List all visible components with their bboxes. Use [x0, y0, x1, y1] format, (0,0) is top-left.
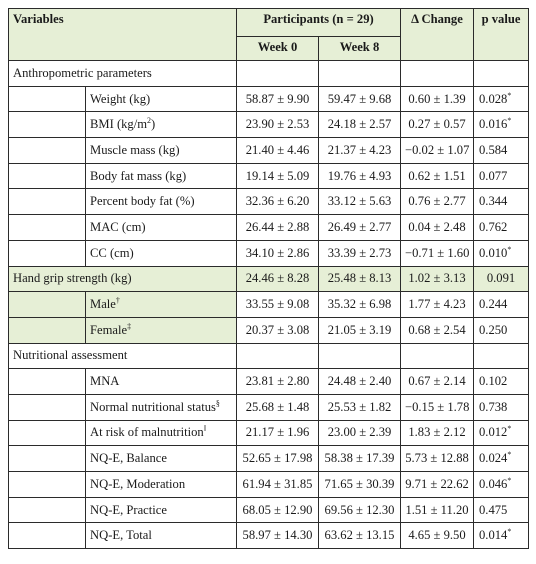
header-pvalue: p value: [474, 9, 529, 61]
cell-pvalue-text: 0.475: [479, 502, 508, 517]
cell-week8: [319, 317, 401, 343]
cell-change: [401, 163, 474, 189]
row-label: [86, 189, 237, 215]
cell-pvalue-text: 0.102: [479, 374, 508, 389]
cell-week0: [237, 86, 319, 112]
table-row: [9, 420, 529, 446]
cell-week0-text: 23.81 ± 2.80: [245, 374, 310, 389]
empty-cell: [237, 343, 319, 369]
row-label: [86, 163, 237, 189]
table-row: [9, 472, 529, 498]
cell-pvalue-sup: *: [507, 90, 512, 100]
cell-week0-text: 58.87 ± 9.90: [245, 91, 310, 106]
cell-week0: [237, 240, 319, 266]
cell-week8: [319, 394, 401, 420]
cell-week8: [319, 292, 401, 318]
cell-week8-text: 26.49 ± 2.77: [327, 219, 392, 234]
table-row: [9, 292, 529, 318]
cell-week0: [237, 189, 319, 215]
cell-week0: [237, 112, 319, 138]
cell-pvalue: [474, 523, 529, 549]
cell-pvalue-text: 0.244: [479, 297, 508, 312]
cell-pvalue-sup: *: [507, 424, 512, 434]
cell-change-text: 1.02 ± 3.13: [408, 271, 466, 286]
cell-pvalue: [474, 240, 529, 266]
table-row: [9, 215, 529, 241]
cell-week0: [237, 472, 319, 498]
section-row: [9, 343, 529, 369]
cell-change: [401, 446, 474, 472]
row-label-text: CC (cm): [90, 245, 134, 260]
header-week0: Week 0: [237, 37, 319, 61]
indent-cell: [9, 215, 86, 241]
cell-week8: [319, 446, 401, 472]
row-label-text: Weight (kg): [90, 91, 151, 106]
cell-change: [401, 420, 474, 446]
row-label: [86, 112, 237, 138]
cell-pvalue: [474, 86, 529, 112]
cell-pvalue-sup: *: [507, 244, 512, 254]
cell-week8: [319, 163, 401, 189]
cell-pvalue: [474, 472, 529, 498]
table-row: [9, 369, 529, 395]
cell-week8-text: 33.39 ± 2.73: [327, 245, 392, 260]
cell-pvalue-text: 0.077: [479, 168, 508, 183]
cell-change-text: 9.71 ± 22.62: [405, 476, 469, 491]
cell-pvalue: [474, 266, 529, 292]
cell-week8: [319, 112, 401, 138]
cell-pvalue: [474, 112, 529, 138]
section-title-text: Anthropometric parameters: [13, 65, 152, 80]
results-table: [8, 8, 529, 549]
cell-change-text: 0.67 ± 2.14: [408, 374, 466, 389]
cell-change: [401, 292, 474, 318]
cell-pvalue-text: 0.024: [479, 451, 508, 466]
cell-pvalue: [474, 420, 529, 446]
row-label-text: Female: [90, 322, 128, 337]
table-row: [9, 138, 529, 164]
cell-week0-text: 68.05 ± 12.90: [242, 502, 313, 517]
row-label: [86, 138, 237, 164]
row-label: [86, 292, 237, 318]
cell-week8-text: 69.56 ± 12.30: [324, 502, 395, 517]
row-label-text: BMI (kg/m: [90, 117, 148, 132]
cell-pvalue-text: 0.762: [479, 219, 508, 234]
table-row: [9, 497, 529, 523]
cell-pvalue-text: 0.010: [479, 245, 508, 260]
cell-week0-text: 61.94 ± 31.85: [242, 476, 313, 491]
row-label-sup: 2: [147, 116, 152, 126]
cell-week0-text: 25.68 ± 1.48: [245, 399, 310, 414]
cell-pvalue: [474, 138, 529, 164]
cell-week0-text: 19.14 ± 5.09: [245, 168, 310, 183]
indent-cell: [9, 394, 86, 420]
cell-week0: [237, 369, 319, 395]
cell-week8: [319, 266, 401, 292]
cell-change: [401, 138, 474, 164]
indent-cell: [9, 112, 86, 138]
empty-cell: [474, 343, 529, 369]
cell-pvalue: [474, 497, 529, 523]
indent-cell: [9, 523, 86, 549]
row-label-text: NQ-E, Total: [90, 528, 152, 543]
cell-week0-text: 33.55 ± 9.08: [245, 297, 310, 312]
header-week8: Week 8: [319, 37, 401, 61]
cell-week8-text: 25.53 ± 1.82: [327, 399, 392, 414]
cell-week0-text: 21.40 ± 4.46: [245, 142, 310, 157]
cell-pvalue-text: 0.028: [479, 91, 508, 106]
table-row: [9, 112, 529, 138]
cell-change-text: −0.15 ± 1.78: [405, 399, 470, 414]
row-label-text: At risk of malnutrition: [90, 425, 204, 440]
table-row: [9, 394, 529, 420]
cell-change-text: 1.77 ± 4.23: [408, 297, 466, 312]
row-label-sup: ‖: [203, 424, 206, 434]
section-row: [9, 61, 529, 87]
cell-change-text: 5.73 ± 12.88: [405, 451, 469, 466]
table-row: [9, 523, 529, 549]
indent-cell: [9, 189, 86, 215]
indent-cell: [9, 420, 86, 446]
empty-cell: [319, 61, 401, 87]
cell-pvalue: [474, 215, 529, 241]
indent-cell: [9, 369, 86, 395]
cell-week8-text: 71.65 ± 30.39: [324, 476, 395, 491]
section-title: [9, 61, 237, 87]
cell-week8-text: 35.32 ± 6.98: [327, 297, 392, 312]
cell-pvalue: [474, 317, 529, 343]
cell-week8-text: 21.37 ± 4.23: [327, 142, 392, 157]
cell-week8-text: 21.05 ± 3.19: [327, 322, 392, 337]
cell-pvalue-text: 0.016: [479, 117, 508, 132]
cell-week0: [237, 317, 319, 343]
cell-week8-text: 24.18 ± 2.57: [327, 117, 392, 132]
cell-week0: [237, 523, 319, 549]
cell-week8: [319, 86, 401, 112]
cell-change-text: 0.68 ± 2.54: [408, 322, 466, 337]
cell-week0: [237, 138, 319, 164]
cell-week0-text: 58.97 ± 14.30: [242, 528, 313, 543]
row-label-text: Muscle mass (kg): [90, 142, 180, 157]
row-label-sup: §: [215, 398, 220, 408]
cell-change: [401, 112, 474, 138]
cell-change-text: 1.51 ± 11.20: [405, 502, 469, 517]
indent-cell: [9, 317, 86, 343]
cell-week0: [237, 420, 319, 446]
cell-week8: [319, 189, 401, 215]
cell-week8-text: 23.00 ± 2.39: [327, 425, 392, 440]
row-label-text: Body fat mass (kg): [90, 168, 187, 183]
empty-cell: [237, 61, 319, 87]
cell-week8-text: 19.76 ± 4.93: [327, 168, 392, 183]
cell-week8-text: 33.12 ± 5.63: [327, 194, 392, 209]
cell-change-text: 4.65 ± 9.50: [408, 528, 466, 543]
table-row: [9, 189, 529, 215]
row-label-text: Percent body fat (%): [90, 194, 195, 209]
cell-pvalue-text: 0.738: [479, 399, 508, 414]
cell-week8-text: 59.47 ± 9.68: [327, 91, 392, 106]
cell-week0-text: 20.37 ± 3.08: [245, 322, 310, 337]
cell-week8-text: 24.48 ± 2.40: [327, 374, 392, 389]
cell-change: [401, 266, 474, 292]
cell-change-text: −0.71 ± 1.60: [405, 245, 470, 260]
cell-change-text: 0.76 ± 2.77: [408, 194, 466, 209]
cell-week8: [319, 369, 401, 395]
cell-pvalue-text: 0.091: [486, 271, 516, 286]
indent-cell: [9, 86, 86, 112]
cell-change: [401, 523, 474, 549]
row-label: [86, 215, 237, 241]
section-title: [9, 266, 237, 292]
cell-pvalue: [474, 189, 529, 215]
row-label-text: Male: [90, 297, 116, 312]
empty-cell: [319, 343, 401, 369]
cell-change: [401, 240, 474, 266]
cell-week0: [237, 163, 319, 189]
cell-week0: [237, 266, 319, 292]
indent-cell: [9, 497, 86, 523]
cell-week0: [237, 215, 319, 241]
cell-pvalue-sup: *: [507, 116, 512, 126]
row-label: [86, 86, 237, 112]
cell-week0: [237, 446, 319, 472]
cell-week0: [237, 497, 319, 523]
cell-week8: [319, 523, 401, 549]
cell-change: [401, 215, 474, 241]
row-label: [86, 369, 237, 395]
row-label: [86, 394, 237, 420]
indent-cell: [9, 446, 86, 472]
section-row: [9, 266, 529, 292]
row-label-text: NQ-E, Practice: [90, 502, 167, 517]
cell-week8: [319, 497, 401, 523]
table-row: [9, 317, 529, 343]
header-variables: Variables: [9, 9, 237, 61]
indent-cell: [9, 292, 86, 318]
cell-pvalue: [474, 292, 529, 318]
cell-change-text: 0.27 ± 0.57: [408, 117, 466, 132]
cell-change: [401, 472, 474, 498]
cell-pvalue: [474, 446, 529, 472]
cell-change: [401, 497, 474, 523]
cell-pvalue: [474, 394, 529, 420]
cell-pvalue: [474, 369, 529, 395]
row-label: [86, 317, 237, 343]
empty-cell: [401, 61, 474, 87]
empty-cell: [474, 61, 529, 87]
cell-change: [401, 369, 474, 395]
cell-change-text: 0.62 ± 1.51: [408, 168, 466, 183]
cell-change: [401, 189, 474, 215]
section-title: [9, 343, 237, 369]
cell-week0-text: 23.90 ± 2.53: [245, 117, 310, 132]
cell-change-text: 1.83 ± 2.12: [408, 425, 466, 440]
cell-pvalue-sup: *: [507, 475, 512, 485]
header-participants: Participants (n = 29): [237, 9, 401, 37]
cell-pvalue-text: 0.014: [479, 528, 508, 543]
cell-pvalue-text: 0.012: [479, 425, 508, 440]
cell-week0-text: 21.17 ± 1.96: [245, 425, 310, 440]
cell-week8: [319, 138, 401, 164]
cell-change: [401, 394, 474, 420]
indent-cell: [9, 472, 86, 498]
cell-week0: [237, 292, 319, 318]
row-label: [86, 523, 237, 549]
row-label: [86, 472, 237, 498]
section-title-text: Nutritional assessment: [13, 348, 128, 363]
table-row: [9, 240, 529, 266]
row-label: [86, 446, 237, 472]
cell-week0-text: 32.36 ± 6.20: [245, 194, 310, 209]
cell-pvalue-sup: *: [507, 527, 512, 537]
indent-cell: [9, 163, 86, 189]
cell-week8-text: 58.38 ± 17.39: [324, 451, 395, 466]
cell-change: [401, 86, 474, 112]
cell-pvalue-sup: *: [507, 450, 512, 460]
row-label-text: MAC (cm): [90, 219, 146, 234]
table-row: [9, 446, 529, 472]
cell-week0-text: 24.46 ± 8.28: [245, 271, 310, 286]
table-row: [9, 163, 529, 189]
empty-cell: [401, 343, 474, 369]
row-label: [86, 240, 237, 266]
cell-pvalue-text: 0.584: [479, 142, 508, 157]
cell-pvalue-text: 0.250: [479, 322, 508, 337]
cell-pvalue: [474, 163, 529, 189]
indent-cell: [9, 138, 86, 164]
row-label: [86, 420, 237, 446]
cell-pvalue-text: 0.344: [479, 194, 508, 209]
cell-week0-text: 52.65 ± 17.98: [242, 451, 313, 466]
row-label-tail: ): [151, 117, 156, 132]
section-title-text: Hand grip strength (kg): [13, 271, 132, 286]
row-label-text: MNA: [90, 374, 120, 389]
cell-change-text: 0.60 ± 1.39: [408, 91, 466, 106]
cell-week8-text: 25.48 ± 8.13: [327, 271, 392, 286]
row-label-text: NQ-E, Balance: [90, 451, 167, 466]
row-label-sup: †: [115, 296, 120, 306]
cell-week8-text: 63.62 ± 13.15: [324, 528, 395, 543]
header-change: Δ Change: [401, 9, 474, 61]
table-row: [9, 86, 529, 112]
table-body: [9, 61, 529, 549]
cell-pvalue-text: 0.046: [479, 476, 508, 491]
cell-change-text: −0.02 ± 1.07: [405, 142, 470, 157]
row-label-text: NQ-E, Moderation: [90, 476, 186, 491]
row-label-text: Normal nutritional status: [90, 399, 216, 414]
cell-week8: [319, 215, 401, 241]
row-label-sup: ‡: [127, 321, 132, 331]
cell-week8: [319, 420, 401, 446]
cell-week0-text: 34.10 ± 2.86: [245, 245, 310, 260]
cell-change: [401, 317, 474, 343]
row-label: [86, 497, 237, 523]
indent-cell: [9, 240, 86, 266]
cell-week0-text: 26.44 ± 2.88: [245, 219, 310, 234]
cell-week8: [319, 472, 401, 498]
cell-change-text: 0.04 ± 2.48: [408, 219, 466, 234]
cell-week8: [319, 240, 401, 266]
cell-week0: [237, 394, 319, 420]
